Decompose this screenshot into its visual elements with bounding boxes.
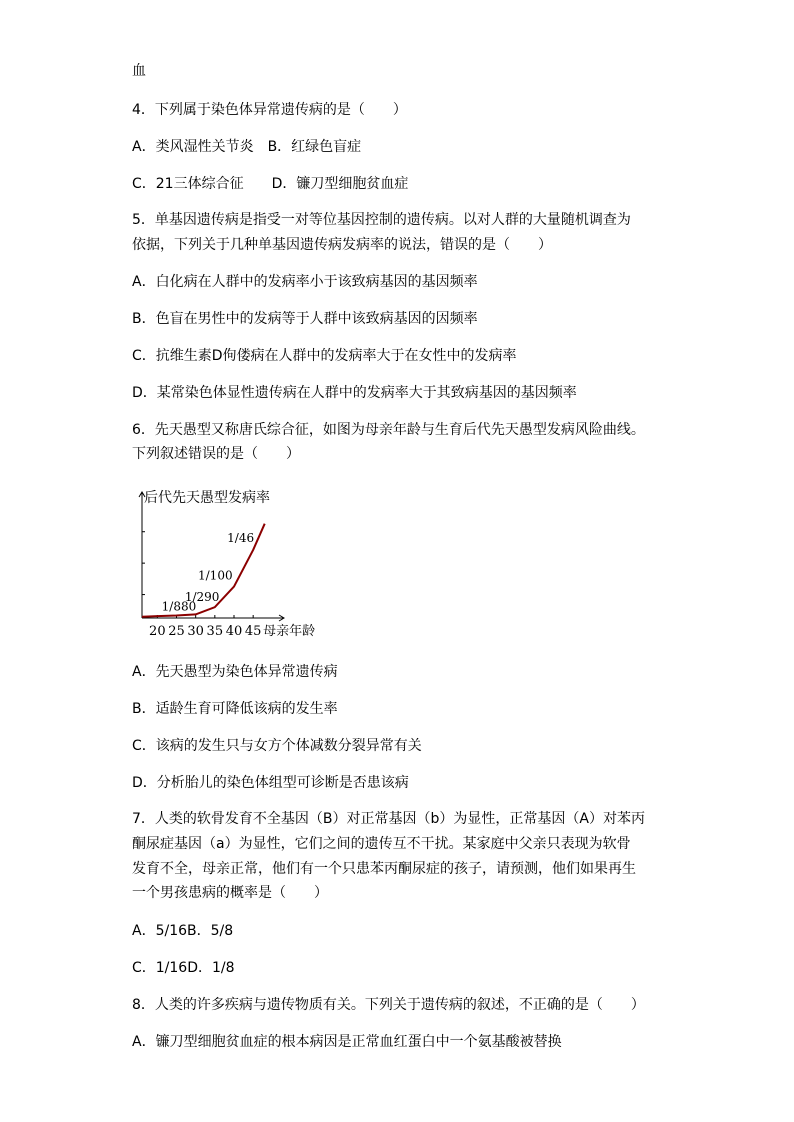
risk-chart [132,484,352,644]
q5-option-c: C．抗维生素D佝偻病在人群中的发病率大于在女性中的发病率 [132,348,517,364]
data-label: 1/880 [161,599,197,614]
q5-option-d: D．某常染色体显性遗传病在人群中的发病率大于其致病基因的基因频率 [132,385,577,401]
data-label: 1/290 [184,590,220,605]
question-6: 6．先天愚型又称唐氏综合征，如图为母亲年龄与生育后代先天愚型发病风险曲线。 [132,422,645,438]
q7-options-ab: A．5/16B．5/8 [132,923,234,939]
question-8: 8．人类的许多疾病与遗传物质有关。下列关于遗传病的叙述，不正确的是（ ） [132,997,645,1013]
q7-options-cd: C．1/16D．1/8 [132,960,235,976]
q6-option-a: A．先天愚型为染色体异常遗传病 [132,664,338,680]
q4-options-cd: C．21三体综合征 D．镰刀型细胞贫血症 [132,176,409,192]
q5-option-b: B．色盲在男性中的发病等于人群中该致病基因的因频率 [132,311,478,327]
q6-option-c: C．该病的发生只与女方个体减数分裂异常有关 [132,738,422,754]
data-label: 1/100 [198,568,233,583]
x-tick-label: 40 [225,624,243,639]
x-tick-label: 20 [149,624,166,639]
q5-option-a: A．白化病在人群中的发病率小于该致病基因的基因频率 [132,274,478,290]
y-axis-title: 后代先天愚型发病率 [144,490,270,506]
q4-options-ab: A．类风湿性关节炎 B．红绿色盲症 [132,139,362,155]
q6-option-b: B．适龄生育可降低该病的发生率 [132,701,338,717]
question-7-cont-1: 酮尿症基因（a）为显性，它们之间的遗传互不干扰。某家庭中父亲只表现为软骨 [132,836,631,852]
question-4: 4．下列属于染色体异常遗传病的是（ ） [132,102,407,118]
question-6-cont: 下列叙述错误的是（ ） [132,446,300,462]
x-tick-label: 35 [206,624,224,639]
x-tick-label: 25 [168,624,185,639]
data-label: 1/46 [227,530,255,545]
x-tick-label: 30 [187,624,204,639]
text-line: 血 [132,63,146,79]
question-5: 5．单基因遗传病是指受一对等位基因控制的遗传病。以对人群的大量随机调查为 [132,212,631,228]
x-axis-title: 母亲年龄 [263,624,316,639]
question-7: 7．人类的软骨发育不全基因（B）对正常基因（b）为显性，正常基因（A）对苯丙 [132,811,645,827]
q6-option-d: D．分析胎儿的染色体组型可诊断是否患该病 [132,775,409,791]
question-7-cont-2: 发育不全，母亲正常，他们有一个只患苯丙酮尿症的孩子，请预测，他们如果再生 [132,861,636,877]
question-7-cont-3: 一个男孩患病的概率是（ ） [132,885,328,901]
q8-option-a: A．镰刀型细胞贫血症的根本病因是正常血红蛋白中一个氨基酸被替换 [132,1034,562,1050]
x-tick-label: 45 [244,624,262,639]
question-5-cont: 依据，下列关于几种单基因遗传病发病率的说法，错误的是（ ） [132,237,552,253]
